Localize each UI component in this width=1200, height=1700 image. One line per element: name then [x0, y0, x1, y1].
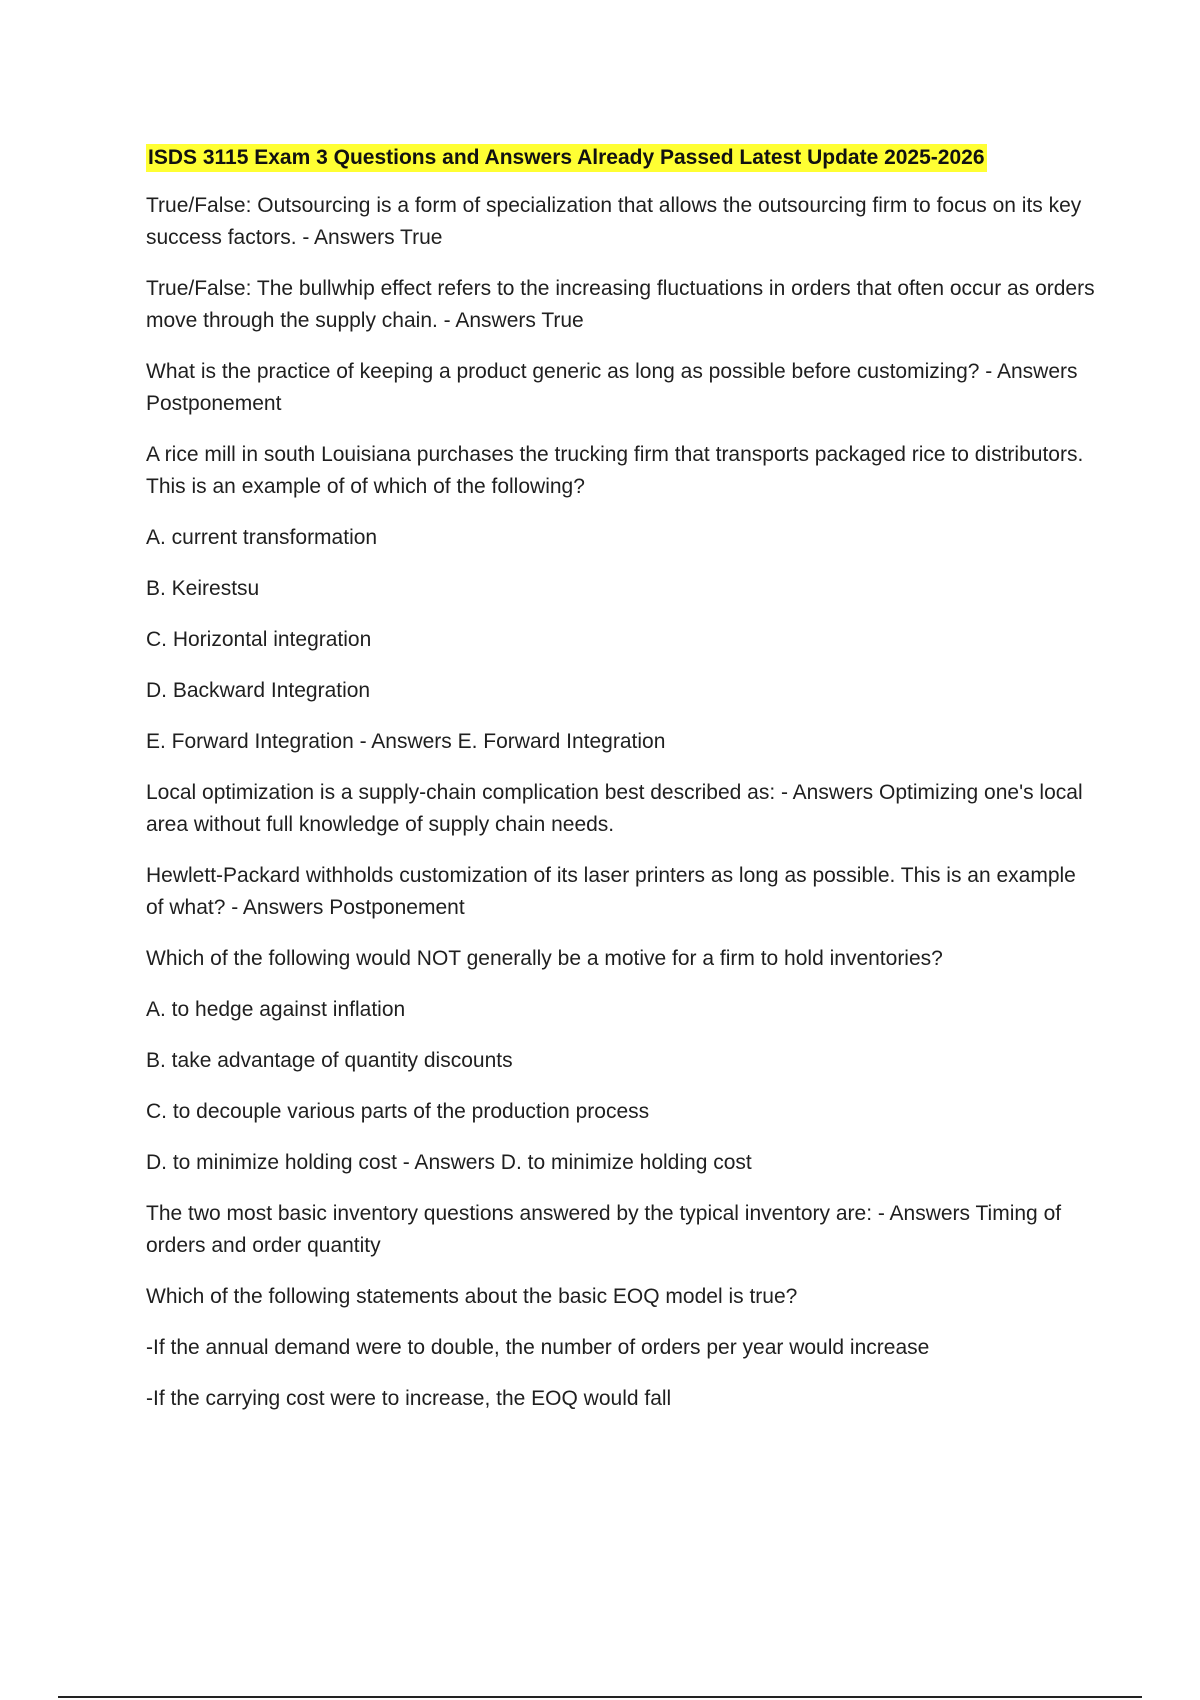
paragraph-rice-mill-question: A rice mill in south Louisiana purchases the trucking firm that transports packaged rice to distributors. This is an example of of which of the following?	[146, 443, 1084, 498]
paragraph-eoq-question: Which of the following statements about the basic EOQ model is true?	[146, 1285, 798, 1308]
eoq-statement-1: -If the annual demand were to double, the number of orders per year would increase	[146, 1336, 930, 1359]
document-title: ISDS 3115 Exam 3 Questions and Answers Already Passed Latest Update 2025-2026	[146, 144, 987, 172]
inventory-option-d-answer: D. to minimize holding cost - Answers D. to minimize holding cost	[146, 1151, 752, 1174]
inventory-option-b: B. take advantage of quantity discounts	[146, 1049, 513, 1072]
option-a: A. current transformation	[146, 526, 378, 549]
bottom-divider	[58, 1696, 1142, 1698]
option-c: C. Horizontal integration	[146, 628, 372, 651]
paragraph-inventory-questions: The two most basic inventory questions answered by the typical inventory are: - Answers Timing of orders and order quantity	[146, 1202, 1062, 1257]
paragraph-local-optimization: Local optimization is a supply-chain complication best described as: - Answers Optimizing one's local area without full knowledge of supply chain needs.	[146, 781, 1083, 836]
paragraph-inventory-motive-question: Which of the following would NOT generally be a motive for a firm to hold inventories?	[146, 947, 943, 970]
paragraph-outsourcing: True/False: Outsourcing is a form of specialization that allows the outsourcing firm to focus on its key success factors. - Answers True	[146, 194, 1082, 249]
eoq-statement-2: -If the carrying cost were to increase, the EOQ would fall	[146, 1387, 672, 1410]
inventory-option-c: C. to decouple various parts of the production process	[146, 1100, 650, 1123]
inventory-option-a: A. to hedge against inflation	[146, 998, 406, 1021]
paragraph-hewlett-packard: Hewlett-Packard withholds customization of its laser printers as long as possible. This is an example of what? - Answers Postponement	[146, 864, 1076, 919]
option-b: B. Keirestsu	[146, 577, 260, 600]
option-e-answer: E. Forward Integration - Answers E. Forward Integration	[146, 730, 666, 753]
paragraph-postponement-question: What is the practice of keeping a product generic as long as possible before customizing? - Answers Postponement	[146, 360, 1078, 415]
option-d: D. Backward Integration	[146, 679, 371, 702]
document-body	[146, 144, 1096, 1434]
paragraph-bullwhip: True/False: The bullwhip effect refers to the increasing fluctuations in orders that often occur as orders move through the supply chain. - Answers True	[146, 277, 1095, 332]
